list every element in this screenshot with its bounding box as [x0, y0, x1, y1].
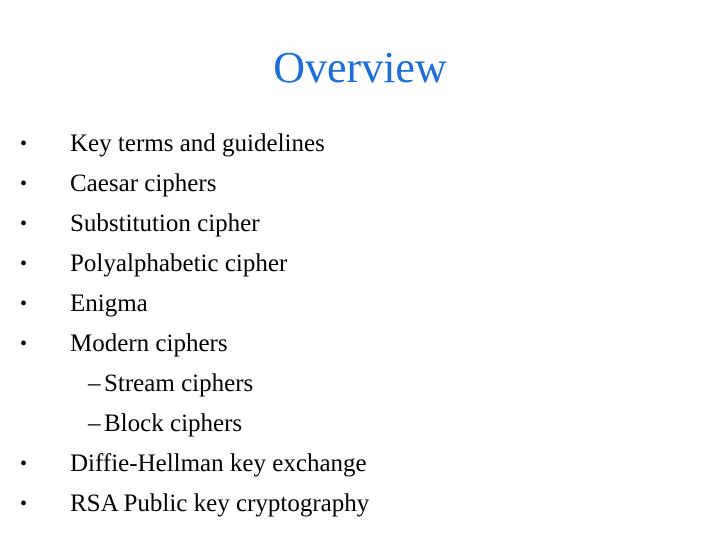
bullet-icon: •	[20, 293, 28, 315]
bullet-text: RSA Public key cryptography	[70, 490, 370, 517]
sub-bullet-item	[0, 364, 720, 404]
slide-title: Overview	[273, 43, 447, 92]
bullet-text: Key terms and guidelines	[70, 130, 325, 157]
sub-bullet-text: Block ciphers	[104, 410, 243, 437]
bullet-icon: •	[20, 173, 28, 195]
bullet-icon: •	[20, 253, 28, 275]
bullet-icon: •	[20, 213, 28, 235]
bullet-item	[0, 204, 720, 244]
bullet-text: Enigma	[70, 290, 148, 317]
bullet-icon: •	[20, 453, 28, 475]
bullet-item	[0, 284, 720, 324]
sub-bullet-item	[0, 404, 720, 444]
bullet-text: Caesar ciphers	[70, 170, 217, 197]
bullet-list	[0, 124, 720, 524]
sub-bullet-text: Stream ciphers	[104, 370, 254, 397]
bullet-item	[0, 244, 720, 284]
bullet-icon: •	[20, 133, 28, 155]
bullet-item	[0, 164, 720, 204]
dash-icon: –	[88, 370, 101, 397]
bullet-text: Modern ciphers	[70, 330, 228, 357]
bullet-text: Diffie-Hellman key exchange	[70, 450, 367, 477]
bullet-item	[0, 444, 720, 484]
dash-icon: –	[88, 410, 101, 437]
bullet-item	[0, 484, 720, 524]
bullet-icon: •	[20, 333, 28, 355]
bullet-item	[0, 124, 720, 164]
bullet-icon: •	[20, 493, 28, 515]
bullet-text: Polyalphabetic cipher	[70, 250, 288, 277]
bullet-text: Substitution cipher	[70, 210, 260, 237]
bullet-item	[0, 324, 720, 364]
